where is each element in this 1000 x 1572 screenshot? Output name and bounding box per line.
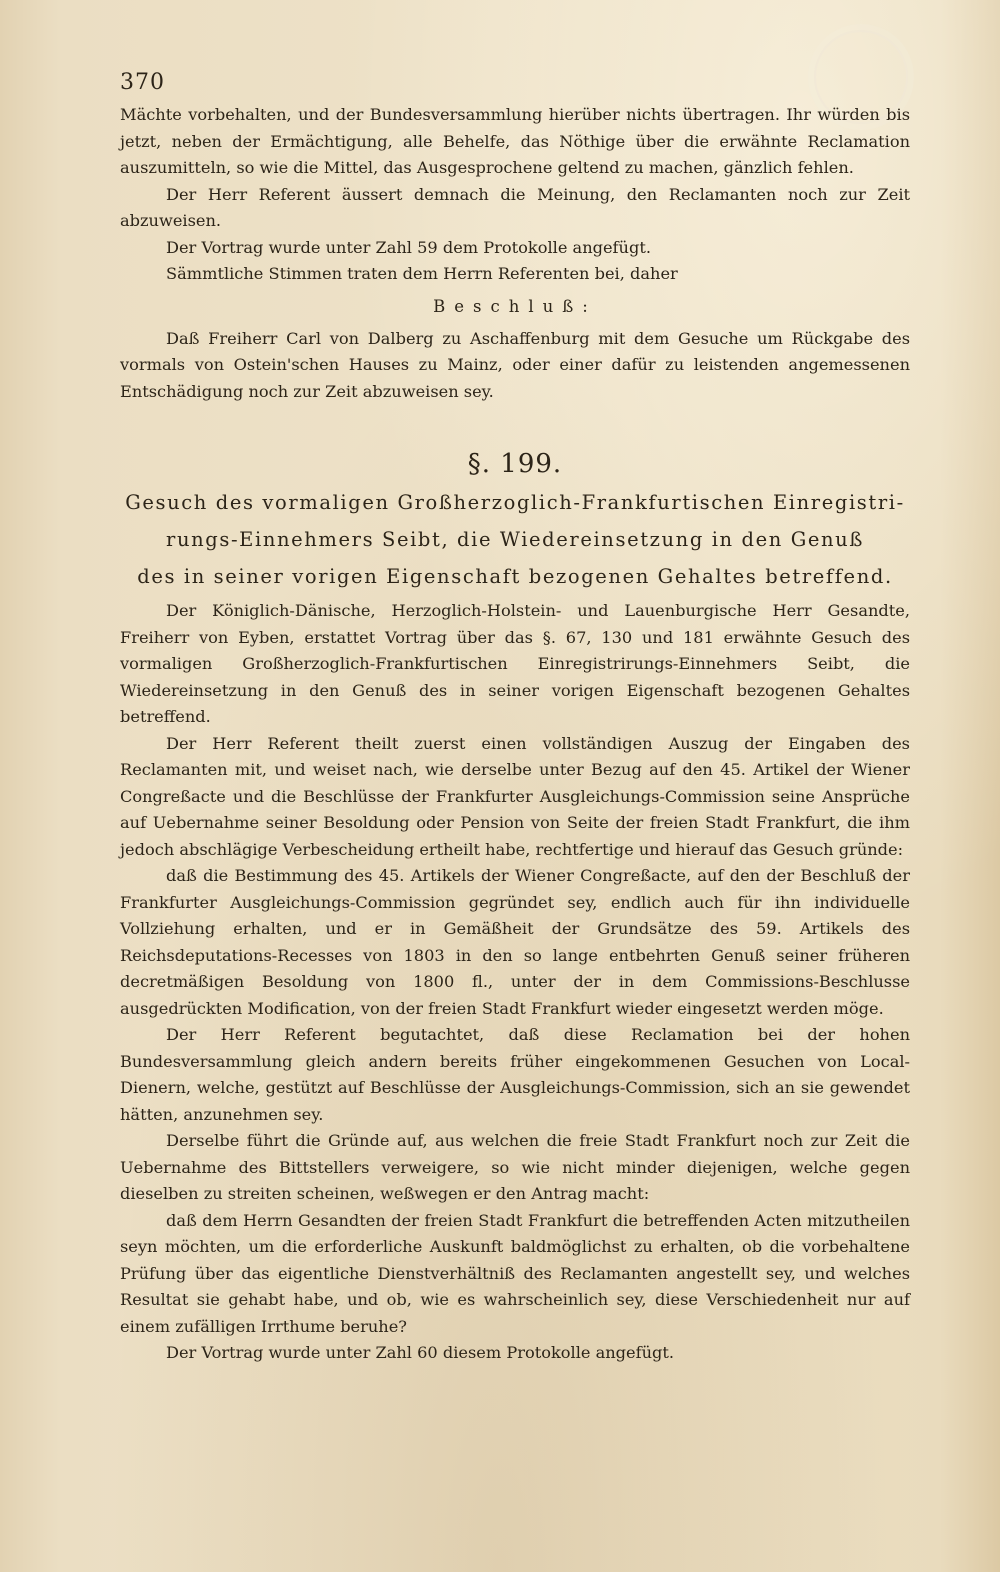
paragraph-begutachtung: Der Herr Referent begutachtet, daß diese Reclamation bei der hohen Bundesversammlung gleich andern bereits früher eingekommenen Gesuchen von Local-Dienern, welche, gestützt auf Beschlüsse der Ausgleichungs-Commission, sich an sie gewendet hätten, anzunehmen sey. [120,1025,910,1124]
heading-line: des in seiner vorigen Eigenschaft bezogenen Gehaltes betreffend. [137,565,893,588]
paragraph-antrag: daß dem Herrn Gesandten der freien Stadt Frankfurt die betreffenden Acten mitzutheilen seyn möchten, um die erforderliche Auskunft baldmöglichst zu erhalten, ob die vorbehaltene Prüfung über das eigentliche Dienstverhältniß des Reclamanten angestellt sey, und welches Resultat sie gehabt habe, und ob, wie es wahrscheinlich sey, diese Verschiedenheit nur auf einem zufälligen Irrthume beruhe? [120,1210,910,1336]
paragraph-auszug: Der Herr Referent theilt zuerst einen vollständigen Auszug der Eingaben des Reclamanten mit, und weiset nach, wie derselbe unter Bezug auf den 45. Artikel der Wiener Congreßacte und die Beschlüsse der Frankfurter Ausgleichungs-Commission seine Ansprüche auf Uebernahme seiner Besoldung oder Pension von Seite der freien Stadt Frankfurt, die ihm jedoch abschlägige Verbescheidung ertheilt habe, rechtfertige und hierauf das Gesuch gründe: [120,733,910,859]
paragraph-gesuch: daß die Bestimmung des 45. Artikels der Wiener Congreßacte, auf den der Beschluß der Frankfurter Ausgleichungs-Commission gegründet sey, endlich auch für ihn individuelle Vollziehung erhalten, und er in Gemäßheit der Grundsätze des 59. Artikels des Reichsdeputations-Recesses von 1803 in den so lange entbehrten Genuß seiner früheren decretmäßigen Besoldung von 1800 fl., unter der in dem Commissions-Beschlusse ausgedrückten Modification, von der freien Stadt Frankfurt wieder eingesetzt werden möge. [120,866,910,1018]
paragraph-vortrag-59: Der Vortrag wurde unter Zahl 59 dem Protokolle angefügt. [166,237,651,257]
paragraph-gruende: Derselbe führt die Gründe auf, aus welchen die freie Stadt Frankfurt noch zur Zeit die Uebernahme des Bittstellers verweigere, so wie nicht minder diejenigen, welche gegen dieselben zu streiten scheinen, weßwegen er den Antrag macht: [120,1131,910,1203]
paragraph-beschluss: Daß Freiherr Carl von Dalberg zu Aschaffenburg mit dem Gesuche um Rückgabe des vormals von Ostein'schen Hauses zu Mainz, oder einer dafür zu leistenden angemessenen Entschädigung noch zur Zeit abzuweisen sey. [120,328,910,401]
page-number: 370 [120,70,165,95]
section-heading [120,487,910,592]
paragraph-vortrag-intro: Der Königlich-Dänische, Herzoglich-Holstein- und Lauenburgische Herr Gesandte, Freiherr von Eyben, erstattet Vortrag über das §. 67, 130 und 181 erwähnte Gesuch des vormaligen Großherzoglich-Frankfurtischen Einregistrirungs-Einnehmers Seibt, die Wiedereinsetzung in den Genuß des in seiner vorigen Eigenschaft bezogenen Gehaltes betreffend. [120,601,910,726]
beschluss-label: Beschluß: [433,296,597,316]
heading-line: rungs-Einnehmers Seibt, die Wiedereinsetzung in den Genuß [166,528,864,551]
paragraph-vortrag-60: Der Vortrag wurde unter Zahl 60 diesem Protokolle angefügt. [166,1343,675,1362]
section-number: §. 199. [467,449,563,479]
paragraph-continuation: Mächte vorbehalten, und der Bundesversammlung hierüber nichts übertragen. Ihr würden bis jetzt, neben der Ermächtigung, alle Behelfe, das Nöthige über die erwähnte Reclamation auszumitteln, so wie die Mittel, das Ausgesprochene geltend zu machen, gänzlich fehlen. [120,105,910,177]
paragraph-referent-opinion: Der Herr Referent äussert demnach die Meinung, den Reclamanten noch zur Zeit abzuweisen. [120,184,910,230]
page-body [120,102,910,1367]
paragraph-stimmen: Sämmtliche Stimmen traten dem Herrn Referenten bei, daher [166,264,678,283]
heading-line: Gesuch des vormaligen Großherzoglich-Frankfurtischen Einregistri- [125,491,905,514]
